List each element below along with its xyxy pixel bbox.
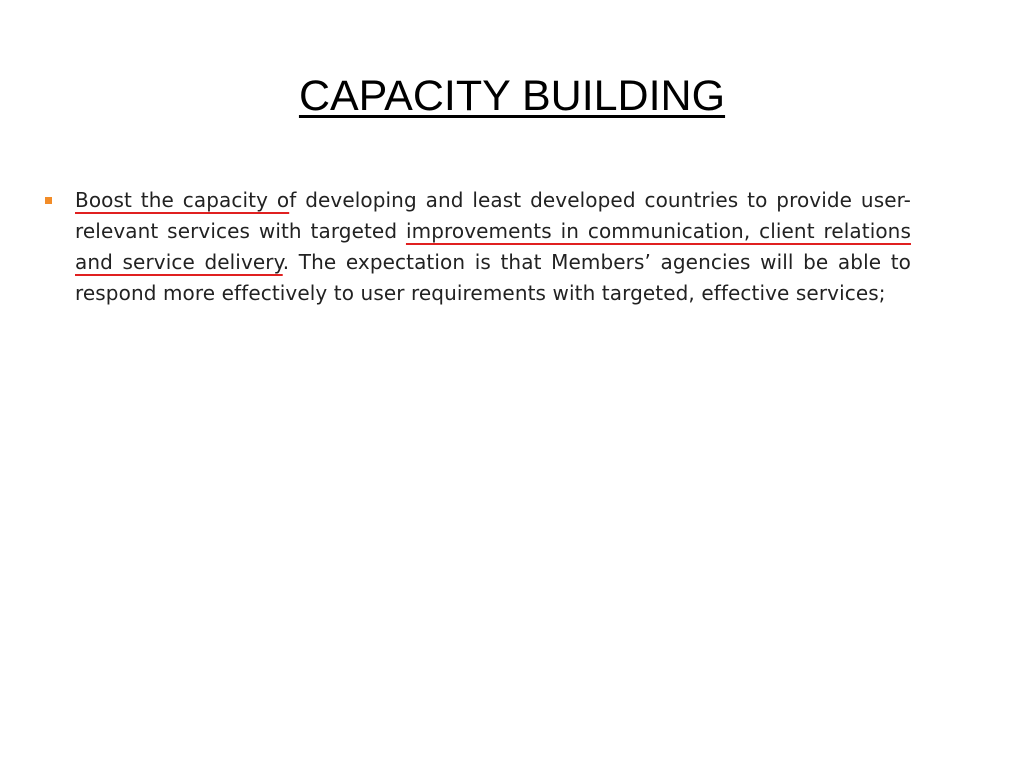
- highlighted-phrase-improvements: improvements in communication, client relations and service delivery: [75, 219, 911, 274]
- slide-title: [0, 68, 1024, 124]
- bullet-point: [75, 185, 911, 309]
- bullet-text-part: . The expectation is that Members’ agencies will be able to respond more effectively to user requirements with targeted, effective services;: [75, 250, 912, 305]
- slide-title-text: CAPACITY BUILDING: [298, 72, 726, 120]
- highlighted-phrase-capacity: Boost the capacity o: [75, 188, 290, 212]
- bullet-text-part: f developing and least developed countries to provide user-relevant services with targeted: [75, 188, 911, 243]
- bullet-square-icon: [45, 197, 52, 204]
